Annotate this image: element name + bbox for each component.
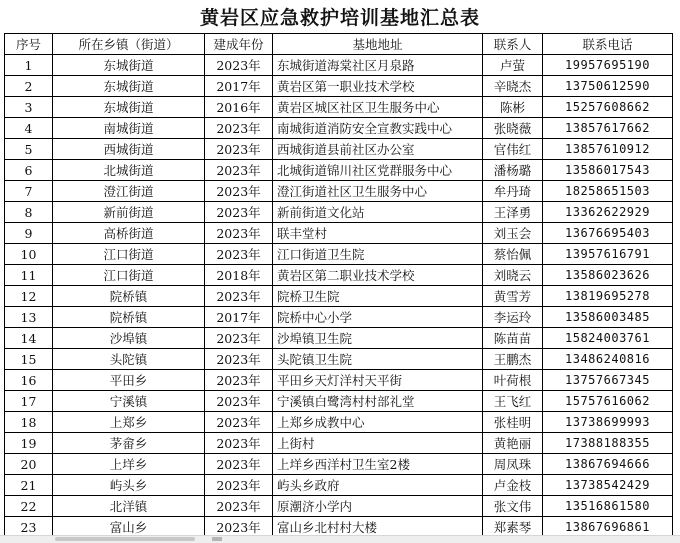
cell-index[interactable]: 15 xyxy=(5,349,53,370)
cell-township[interactable]: 南城街道 xyxy=(53,118,205,139)
cell-index[interactable]: 19 xyxy=(5,433,53,454)
table-row xyxy=(5,139,673,160)
cell-index[interactable]: 21 xyxy=(5,475,53,496)
cell-contact[interactable]: 张桂明 xyxy=(483,412,543,433)
cell-township[interactable]: 江口街道 xyxy=(53,265,205,286)
cell-year[interactable]: 2023年 xyxy=(205,139,273,160)
cell-contact[interactable]: 张文伟 xyxy=(483,496,543,517)
table-row xyxy=(5,433,673,454)
cell-contact[interactable]: 王鹏杰 xyxy=(483,349,543,370)
cell-contact[interactable]: 蔡怡佩 xyxy=(483,244,543,265)
cell-phone[interactable]: 13957616791 xyxy=(543,244,673,265)
header-row xyxy=(5,34,673,55)
cell-index[interactable]: 11 xyxy=(5,265,53,286)
table-row xyxy=(5,202,673,223)
cell-address[interactable]: 沙埠镇卫生院 xyxy=(273,328,483,349)
cell-year[interactable]: 2023年 xyxy=(205,160,273,181)
cell-address[interactable]: 黄岩区城区社区卫生服务中心 xyxy=(273,97,483,118)
cell-contact[interactable]: 辛晓杰 xyxy=(483,76,543,97)
cell-contact[interactable]: 牟丹琦 xyxy=(483,181,543,202)
cell-phone[interactable]: 13738542429 xyxy=(543,475,673,496)
table-row xyxy=(5,160,673,181)
cell-contact[interactable]: 官伟红 xyxy=(483,139,543,160)
cell-township[interactable]: 东城街道 xyxy=(53,97,205,118)
table-row xyxy=(5,223,673,244)
cell-phone[interactable]: 13586017543 xyxy=(543,160,673,181)
cell-address[interactable]: 西城街道县前社区办公室 xyxy=(273,139,483,160)
table-row xyxy=(5,370,673,391)
cell-contact[interactable]: 黄雪芳 xyxy=(483,286,543,307)
cell-township[interactable]: 北洋镇 xyxy=(53,496,205,517)
cell-year[interactable]: 2016年 xyxy=(205,97,273,118)
cell-year[interactable]: 2023年 xyxy=(205,349,273,370)
cell-index[interactable]: 5 xyxy=(5,139,53,160)
cell-index[interactable]: 20 xyxy=(5,454,53,475)
cell-township[interactable]: 江口街道 xyxy=(53,244,205,265)
cell-index[interactable]: 8 xyxy=(5,202,53,223)
cell-year[interactable]: 2023年 xyxy=(205,475,273,496)
cell-township[interactable]: 澄江街道 xyxy=(53,181,205,202)
cell-township[interactable]: 院桥镇 xyxy=(53,286,205,307)
cell-contact[interactable]: 陈彬 xyxy=(483,97,543,118)
cell-address[interactable]: 黄岩区第一职业技术学校 xyxy=(273,76,483,97)
cell-phone[interactable]: 13362622929 xyxy=(543,202,673,223)
cell-index[interactable]: 12 xyxy=(5,286,53,307)
cell-contact[interactable]: 潘杨璐 xyxy=(483,160,543,181)
cell-index[interactable]: 22 xyxy=(5,496,53,517)
table-row xyxy=(5,76,673,97)
cell-address[interactable]: 黄岩区第二职业技术学校 xyxy=(273,265,483,286)
table-row xyxy=(5,475,673,496)
cell-phone[interactable]: 13819695278 xyxy=(543,286,673,307)
cell-phone[interactable]: 13586023626 xyxy=(543,265,673,286)
cell-index[interactable]: 2 xyxy=(5,76,53,97)
cell-index[interactable]: 17 xyxy=(5,391,53,412)
cell-index[interactable]: 1 xyxy=(5,55,53,76)
cell-index[interactable]: 3 xyxy=(5,97,53,118)
cell-phone[interactable]: 15257608662 xyxy=(543,97,673,118)
cell-year[interactable]: 2023年 xyxy=(205,328,273,349)
cell-contact[interactable]: 郑素琴 xyxy=(483,517,543,538)
header-index[interactable]: 序号 xyxy=(5,34,53,55)
cell-contact[interactable]: 王泽勇 xyxy=(483,202,543,223)
cell-phone[interactable]: 13857610912 xyxy=(543,139,673,160)
table-row xyxy=(5,97,673,118)
cell-index[interactable]: 7 xyxy=(5,181,53,202)
cell-address[interactable]: 平田乡天灯洋村天平街 xyxy=(273,370,483,391)
cell-township[interactable]: 西城街道 xyxy=(53,139,205,160)
cell-township[interactable]: 新前街道 xyxy=(53,202,205,223)
cell-index[interactable]: 4 xyxy=(5,118,53,139)
cell-contact[interactable]: 周凤珠 xyxy=(483,454,543,475)
table-row xyxy=(5,181,673,202)
cell-phone[interactable]: 13750612590 xyxy=(543,76,673,97)
cell-address[interactable]: 南城街道消防安全宣教实践中心 xyxy=(273,118,483,139)
cell-contact[interactable]: 王飞红 xyxy=(483,391,543,412)
cell-phone[interactable]: 13516861580 xyxy=(543,496,673,517)
cell-year[interactable]: 2023年 xyxy=(205,391,273,412)
cell-index[interactable]: 13 xyxy=(5,307,53,328)
cell-township[interactable]: 上垟乡 xyxy=(53,454,205,475)
cell-index[interactable]: 9 xyxy=(5,223,53,244)
table-row xyxy=(5,118,673,139)
cell-township[interactable]: 北城街道 xyxy=(53,160,205,181)
cell-address[interactable]: 北城街道锦川社区党群服务中心 xyxy=(273,160,483,181)
cell-year[interactable]: 2023年 xyxy=(205,496,273,517)
cell-address[interactable]: 原潮济小学内 xyxy=(273,496,483,517)
table-row xyxy=(5,349,673,370)
table-row xyxy=(5,328,673,349)
cell-phone[interactable]: 19957695190 xyxy=(543,55,673,76)
cell-contact[interactable]: 刘晓云 xyxy=(483,265,543,286)
cell-year[interactable]: 2018年 xyxy=(205,265,273,286)
cell-address[interactable]: 屿头乡政府 xyxy=(273,475,483,496)
cell-contact[interactable]: 刘玉会 xyxy=(483,223,543,244)
cell-township[interactable]: 平田乡 xyxy=(53,370,205,391)
header-year[interactable]: 建成年份 xyxy=(205,34,273,55)
cell-year[interactable]: 2023年 xyxy=(205,55,273,76)
cell-address[interactable]: 院桥中心小学 xyxy=(273,307,483,328)
cell-address[interactable]: 东城街道海棠社区月泉路 xyxy=(273,55,483,76)
cell-year[interactable]: 2023年 xyxy=(205,370,273,391)
cell-address[interactable]: 联丰堂村 xyxy=(273,223,483,244)
cell-address[interactable]: 上郑乡成教中心 xyxy=(273,412,483,433)
cell-contact[interactable]: 卢萤 xyxy=(483,55,543,76)
cell-township[interactable]: 屿头乡 xyxy=(53,475,205,496)
cell-contact[interactable]: 黄艳丽 xyxy=(483,433,543,454)
table-row xyxy=(5,307,673,328)
cell-address[interactable]: 新前街道文化站 xyxy=(273,202,483,223)
cell-year[interactable]: 2017年 xyxy=(205,76,273,97)
cell-index[interactable]: 10 xyxy=(5,244,53,265)
cell-address[interactable]: 头陀镇卫生院 xyxy=(273,349,483,370)
table-row xyxy=(5,454,673,475)
cell-address[interactable]: 宁溪镇白鹭湾村村部礼堂 xyxy=(273,391,483,412)
table-row xyxy=(5,496,673,517)
cell-township[interactable]: 茅畲乡 xyxy=(53,433,205,454)
table-row xyxy=(5,244,673,265)
table-row xyxy=(5,55,673,76)
cell-address[interactable]: 江口街道卫生院 xyxy=(273,244,483,265)
cell-index[interactable]: 23 xyxy=(5,517,53,538)
cell-year[interactable]: 2023年 xyxy=(205,517,273,538)
cell-address[interactable]: 上街村 xyxy=(273,433,483,454)
cell-township[interactable]: 富山乡 xyxy=(53,517,205,538)
cell-year[interactable]: 2023年 xyxy=(205,118,273,139)
cell-year[interactable]: 2023年 xyxy=(205,433,273,454)
table-row xyxy=(5,391,673,412)
table-row xyxy=(5,286,673,307)
scrollbar-thumb[interactable] xyxy=(55,537,195,541)
scrollbar-marker xyxy=(212,537,222,541)
cell-contact[interactable]: 卢金枝 xyxy=(483,475,543,496)
cell-address[interactable]: 澄江街道社区卫生服务中心 xyxy=(273,181,483,202)
cell-address[interactable]: 院桥卫生院 xyxy=(273,286,483,307)
cell-township[interactable]: 宁溪镇 xyxy=(53,391,205,412)
cell-year[interactable]: 2023年 xyxy=(205,223,273,244)
cell-phone[interactable]: 15824003761 xyxy=(543,328,673,349)
cell-township[interactable]: 高桥街道 xyxy=(53,223,205,244)
cell-township[interactable]: 上郑乡 xyxy=(53,412,205,433)
cell-address[interactable]: 上垟乡西洋村卫生室2楼 xyxy=(273,454,483,475)
cell-year[interactable]: 2023年 xyxy=(205,244,273,265)
cell-year[interactable]: 2023年 xyxy=(205,454,273,475)
cell-township[interactable]: 东城街道 xyxy=(53,55,205,76)
cell-contact[interactable]: 李运玲 xyxy=(483,307,543,328)
cell-index[interactable]: 18 xyxy=(5,412,53,433)
cell-phone[interactable]: 13676695403 xyxy=(543,223,673,244)
cell-address[interactable]: 富山乡北村村大楼 xyxy=(273,517,483,538)
table-row xyxy=(5,412,673,433)
cell-township[interactable]: 沙埠镇 xyxy=(53,328,205,349)
header-contact[interactable]: 联系人 xyxy=(483,34,543,55)
cell-phone[interactable]: 13857617662 xyxy=(543,118,673,139)
cell-contact[interactable]: 张晓薇 xyxy=(483,118,543,139)
cell-index[interactable]: 6 xyxy=(5,160,53,181)
header-township[interactable]: 所在乡镇（街道） xyxy=(53,34,205,55)
cell-township[interactable]: 东城街道 xyxy=(53,76,205,97)
cell-year[interactable]: 2023年 xyxy=(205,181,273,202)
cell-township[interactable]: 头陀镇 xyxy=(53,349,205,370)
cell-contact[interactable]: 陈苗苗 xyxy=(483,328,543,349)
cell-phone[interactable]: 13486240816 xyxy=(543,349,673,370)
header-address[interactable]: 基地地址 xyxy=(273,34,483,55)
cell-phone[interactable]: 13738699993 xyxy=(543,412,673,433)
cell-phone[interactable]: 18258651503 xyxy=(543,181,673,202)
cell-phone[interactable]: 13757667345 xyxy=(543,370,673,391)
cell-year[interactable]: 2023年 xyxy=(205,286,273,307)
cell-phone[interactable]: 13867696861 xyxy=(543,517,673,538)
cell-township[interactable]: 院桥镇 xyxy=(53,307,205,328)
cell-year[interactable]: 2017年 xyxy=(205,307,273,328)
cell-phone[interactable]: 13586003485 xyxy=(543,307,673,328)
training-base-table xyxy=(4,33,673,538)
cell-contact[interactable]: 叶荷根 xyxy=(483,370,543,391)
cell-year[interactable]: 2023年 xyxy=(205,412,273,433)
cell-index[interactable]: 14 xyxy=(5,328,53,349)
table-row xyxy=(5,265,673,286)
cell-phone[interactable]: 17388188355 xyxy=(543,433,673,454)
cell-phone[interactable]: 15757616062 xyxy=(543,391,673,412)
cell-year[interactable]: 2023年 xyxy=(205,202,273,223)
cell-phone[interactable]: 13867694666 xyxy=(543,454,673,475)
cell-index[interactable]: 16 xyxy=(5,370,53,391)
sheet-title: 黄岩区应急救护培训基地汇总表 xyxy=(199,6,480,29)
header-phone[interactable]: 联系电话 xyxy=(543,34,673,55)
